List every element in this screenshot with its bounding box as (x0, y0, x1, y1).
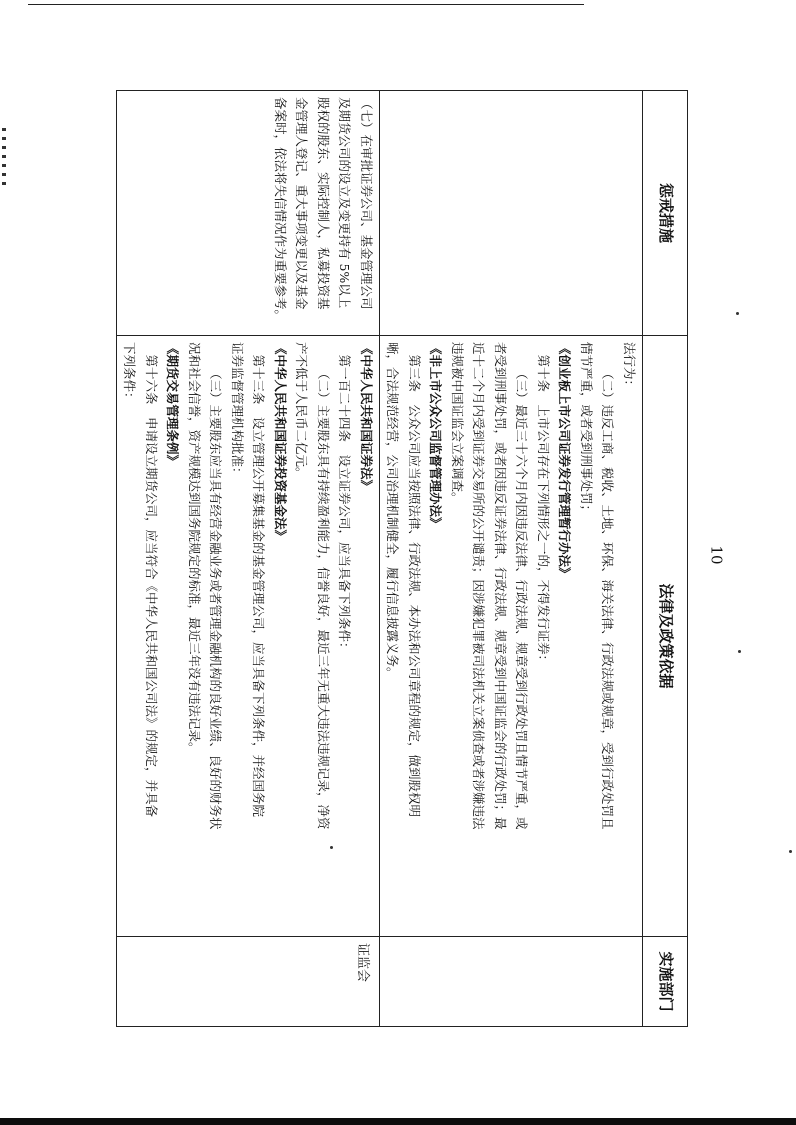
header-department: 实施部门 (643, 937, 688, 1027)
row2-measures-cell (117, 91, 380, 336)
basis-line: 第一百二十四条 设立证券公司，应当具备下列条件： (337, 354, 353, 655)
scan-edge-marks (2, 128, 6, 188)
header-legal-basis: 法律及政策依据 (643, 336, 688, 937)
basis-line: （二）违反工商、税收、土地、环保、海关法律、行政法规或规章，受到行政处罚且 (600, 367, 616, 830)
rotated-table-sheet (122, 90, 688, 1026)
law-title: 《创业板上市公司证券发行管理暂行办法》 (557, 342, 573, 580)
measure-line: 备案时，依法将失信情况作为重要参考。 (273, 97, 288, 323)
row1-basis-cell (380, 336, 643, 937)
punishment-measures-table (116, 90, 688, 1027)
scan-speck (738, 650, 741, 653)
basis-line: 者受到刑事处罚，或者因违反证券法律、行政法规、规章受到中国证监会的行政处罚；最 (493, 342, 508, 830)
law-title: 《中华人民共和国证券法》 (359, 342, 374, 493)
basis-line: 违规被中国证监会立案调查。 (450, 342, 465, 505)
measure-line: （七）在审批证券公司、基金管理公司 (359, 97, 374, 310)
row1-department-cell (380, 937, 643, 1027)
law-title: 《中华人民共和国证券投资基金法》 (273, 342, 288, 543)
table-row (117, 91, 380, 1027)
basis-line: （三）主要股东应当具有经营金融业务或者管理金融机构的良好业绩、良好的财务状 (208, 367, 224, 830)
measure-line: 股权的股东、实际控制人，私募投资基 (316, 97, 331, 310)
page-number: 10 (707, 545, 726, 565)
law-title: 《非上市公众公司监督管理办法》 (428, 342, 444, 530)
basis-line: 第十三条 设立管理公开募集基金的基金管理公司，应当具备下列条件，并经国务院 (251, 354, 267, 818)
table-row (380, 91, 643, 1027)
basis-line: 况和社会信誉，资产规模达到国务院规定的标准，最近三年没有违法记录。 (187, 342, 202, 755)
row1-measures-cell (380, 91, 643, 336)
row2-department-cell: 证监会 (117, 937, 380, 1027)
basis-line: 情节严重，或者受到刑事处罚； (579, 342, 594, 518)
basis-line: 第十条 上市公司存在下列情形之一的，不得发行证券： (536, 354, 551, 668)
basis-line: 第十六条 申请设立期货公司，应当符合《中华人民共和国公司法》的规定，并具备 (144, 354, 159, 818)
row2-basis-cell (117, 336, 380, 937)
law-title: 《期货交易管理条例》 (165, 342, 181, 468)
scan-bottom-edge (0, 1118, 796, 1125)
basis-line: 下列条件： (122, 342, 138, 405)
basis-line: 第三条 公众公司应当按照法律、行政法规、本办法和公司章程的规定，做到股权明 (407, 354, 422, 818)
rotated-table-frame (122, 90, 688, 1026)
table-header-row (643, 91, 688, 1027)
basis-line: 近十二个月内受到证券交易所的公开谴责；因涉嫌犯罪被司法机关立案侦查或者涉嫌违法 (471, 342, 487, 830)
basis-line: 产不低于人民币二亿元。 (294, 342, 310, 480)
top-rule (28, 4, 584, 5)
basis-line: 晰，合法规范经营，公司治理机制健全，履行信息披露义务。 (385, 342, 401, 680)
measure-line: 及期货公司的设立及变更持有 5%以上 (337, 97, 353, 309)
basis-line: 证券监督管理机构批准： (230, 342, 245, 480)
measure-line: 金管理人登记、重大事项变更以及基金 (294, 97, 310, 310)
basis-line: （二）主要股东具有持续盈利能力，信誉良好，最近三年无重大违法违规记录，净资 (316, 367, 331, 830)
basis-line: （三）最近三十六个月内因违反法律、行政法规、规章受到行政处罚且情节严重，或 (514, 367, 530, 830)
basis-line: 法行为： (622, 342, 637, 393)
scan-speck (789, 850, 792, 853)
header-measures: 惩戒措施 (643, 91, 688, 336)
scan-speck (736, 312, 739, 315)
